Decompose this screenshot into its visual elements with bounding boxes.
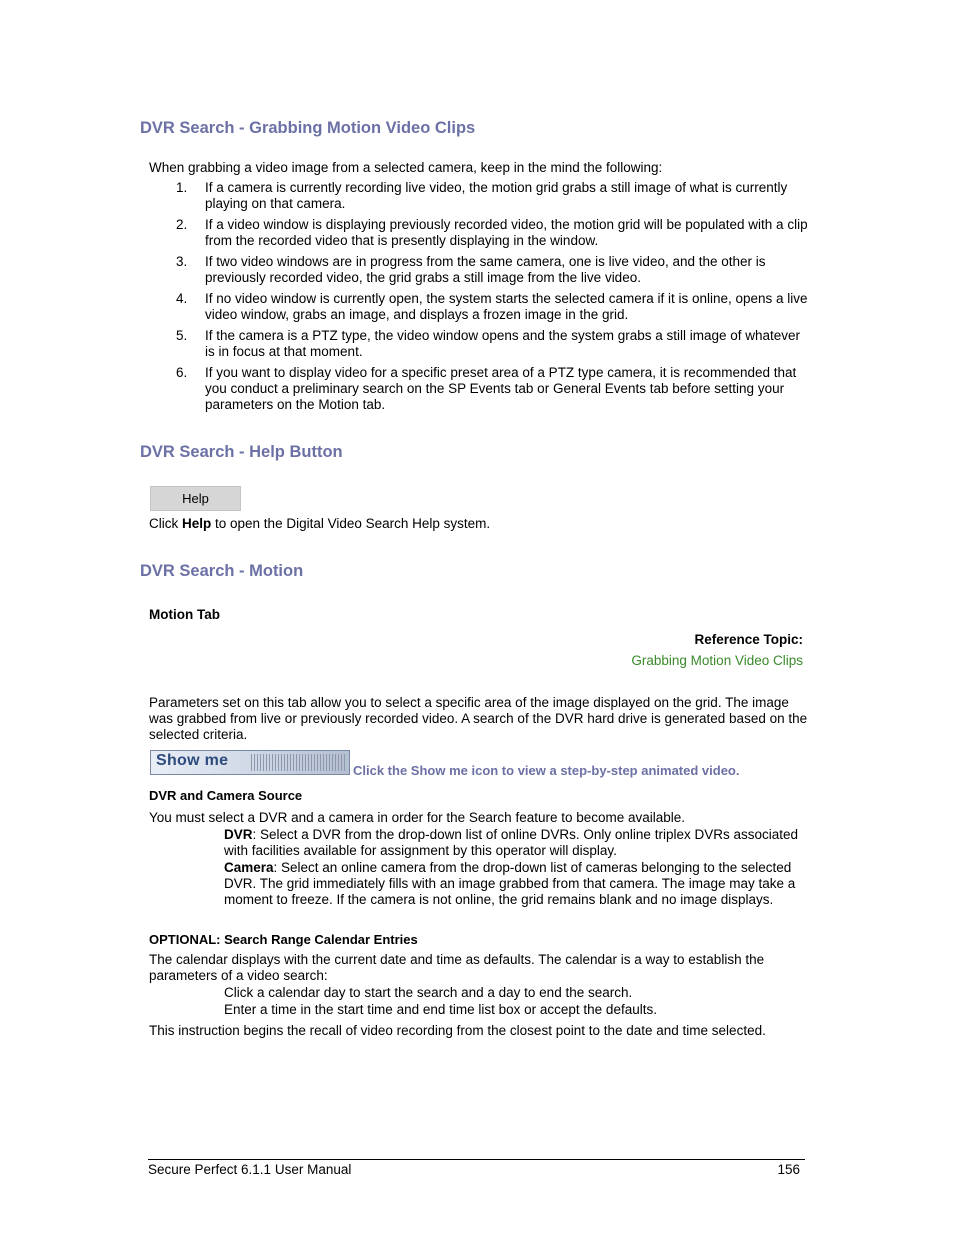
dvr-term: DVR	[224, 827, 253, 842]
show-me-label: Show me	[156, 752, 229, 769]
calendar-intro: The calendar displays with the current date and time as defaults. The calendar is a way to establish the parameters of a video search:	[149, 952, 765, 983]
section-heading-help: DVR Search - Help Button	[140, 443, 343, 461]
list-number: 3.	[176, 254, 188, 269]
help-description	[149, 516, 809, 532]
dvr-source-title: DVR and Camera Source	[149, 788, 303, 803]
help-desc-suffix: to open the Digital Video Search Help system.	[211, 516, 491, 531]
dvr-source-intro: You must select a DVR and a camera in order for the Search feature to become available.	[149, 810, 686, 825]
list-text: If no video window is currently open, the system starts the selected camera if it is online, opens a live video window, grabs an image, and displays a frozen image in the grid.	[205, 291, 808, 322]
grabbing-list	[149, 180, 809, 418]
list-number: 6.	[176, 365, 188, 380]
footer-title: Secure Perfect 6.1.1 User Manual	[148, 1162, 352, 1177]
list-number: 1.	[176, 180, 188, 195]
list-item	[149, 180, 809, 212]
footer-divider	[148, 1159, 805, 1160]
calendar-step-1: Click a calendar day to start the search and a day to end the search.	[224, 985, 633, 1000]
motion-tab-title: Motion Tab	[149, 607, 220, 622]
list-item	[149, 254, 809, 286]
grabbing-intro: When grabbing a video image from a selected camera, keep in the mind the following:	[149, 160, 663, 175]
list-number: 4.	[176, 291, 188, 306]
list-item	[149, 328, 809, 360]
list-item	[149, 217, 809, 249]
list-text: If a camera is currently recording live video, the motion grid grabs a still image of what is currently playing on that camera.	[205, 180, 788, 211]
list-text: If a video window is displaying previously recorded video, the motion grid will be populated with a clip from the recorded video that is presently displaying in the window.	[205, 217, 808, 248]
show-me-stripes	[251, 754, 347, 771]
camera-definition	[224, 860, 809, 908]
show-me-link[interactable]: Click the Show me icon to view a step-by-step animated video.	[353, 763, 740, 778]
section-heading-grabbing: DVR Search - Grabbing Motion Video Clips	[140, 119, 476, 137]
list-text: If two video windows are in progress from the same camera, one is live video, and the other is previously recorded video, the grid grabs a still image from the live video.	[205, 254, 766, 285]
dvr-definition	[224, 827, 809, 859]
camera-desc: : Select an online camera from the drop-down list of cameras belonging to the selected DVR. The grid immediately fills with an image grabbed from that camera. The image may take a moment to freeze. If the camera is not online, the grid remains blank and no image displays.	[224, 860, 796, 907]
help-desc-bold: Help	[182, 516, 212, 531]
reference-topic-link[interactable]: Grabbing Motion Video Clips	[631, 653, 803, 668]
list-item	[149, 365, 809, 413]
help-button[interactable]: Help	[150, 486, 241, 511]
closing-paragraph: This instruction begins the recall of video recording from the closest point to the date and time selected.	[149, 1023, 766, 1038]
footer-page-number: 156	[777, 1162, 800, 1177]
dvr-desc: : Select a DVR from the drop-down list of online DVRs. Only online triplex DVRs associated with facilities available for assignment by this operator will display.	[224, 827, 798, 858]
calendar-step-2: Enter a time in the start time and end time list box or accept the defaults.	[224, 1002, 657, 1017]
list-text: If the camera is a PTZ type, the video window opens and the system grabs a still image of whatever is in focus at that moment.	[205, 328, 801, 359]
section-heading-motion: DVR Search - Motion	[140, 562, 304, 580]
show-me-button[interactable]	[150, 750, 350, 775]
list-number: 5.	[176, 328, 188, 343]
list-item	[149, 291, 809, 323]
help-desc-prefix: Click	[149, 516, 182, 531]
list-number: 2.	[176, 217, 188, 232]
reference-topic-label: Reference Topic:	[694, 632, 803, 647]
motion-paragraph: Parameters set on this tab allow you to select a specific area of the image displayed on the grid. The image was grabbed from live or previously recorded video. A search of the DVR hard drive is generated based on the selected criteria.	[149, 695, 808, 742]
camera-term: Camera	[224, 860, 274, 875]
list-text: If you want to display video for a specific preset area of a PTZ type camera, it is recommended that you conduct a preliminary search on the SP Events tab or General Events tab before setting your parameters on the Motion tab.	[205, 365, 797, 412]
optional-title: OPTIONAL: Search Range Calendar Entries	[149, 932, 418, 947]
